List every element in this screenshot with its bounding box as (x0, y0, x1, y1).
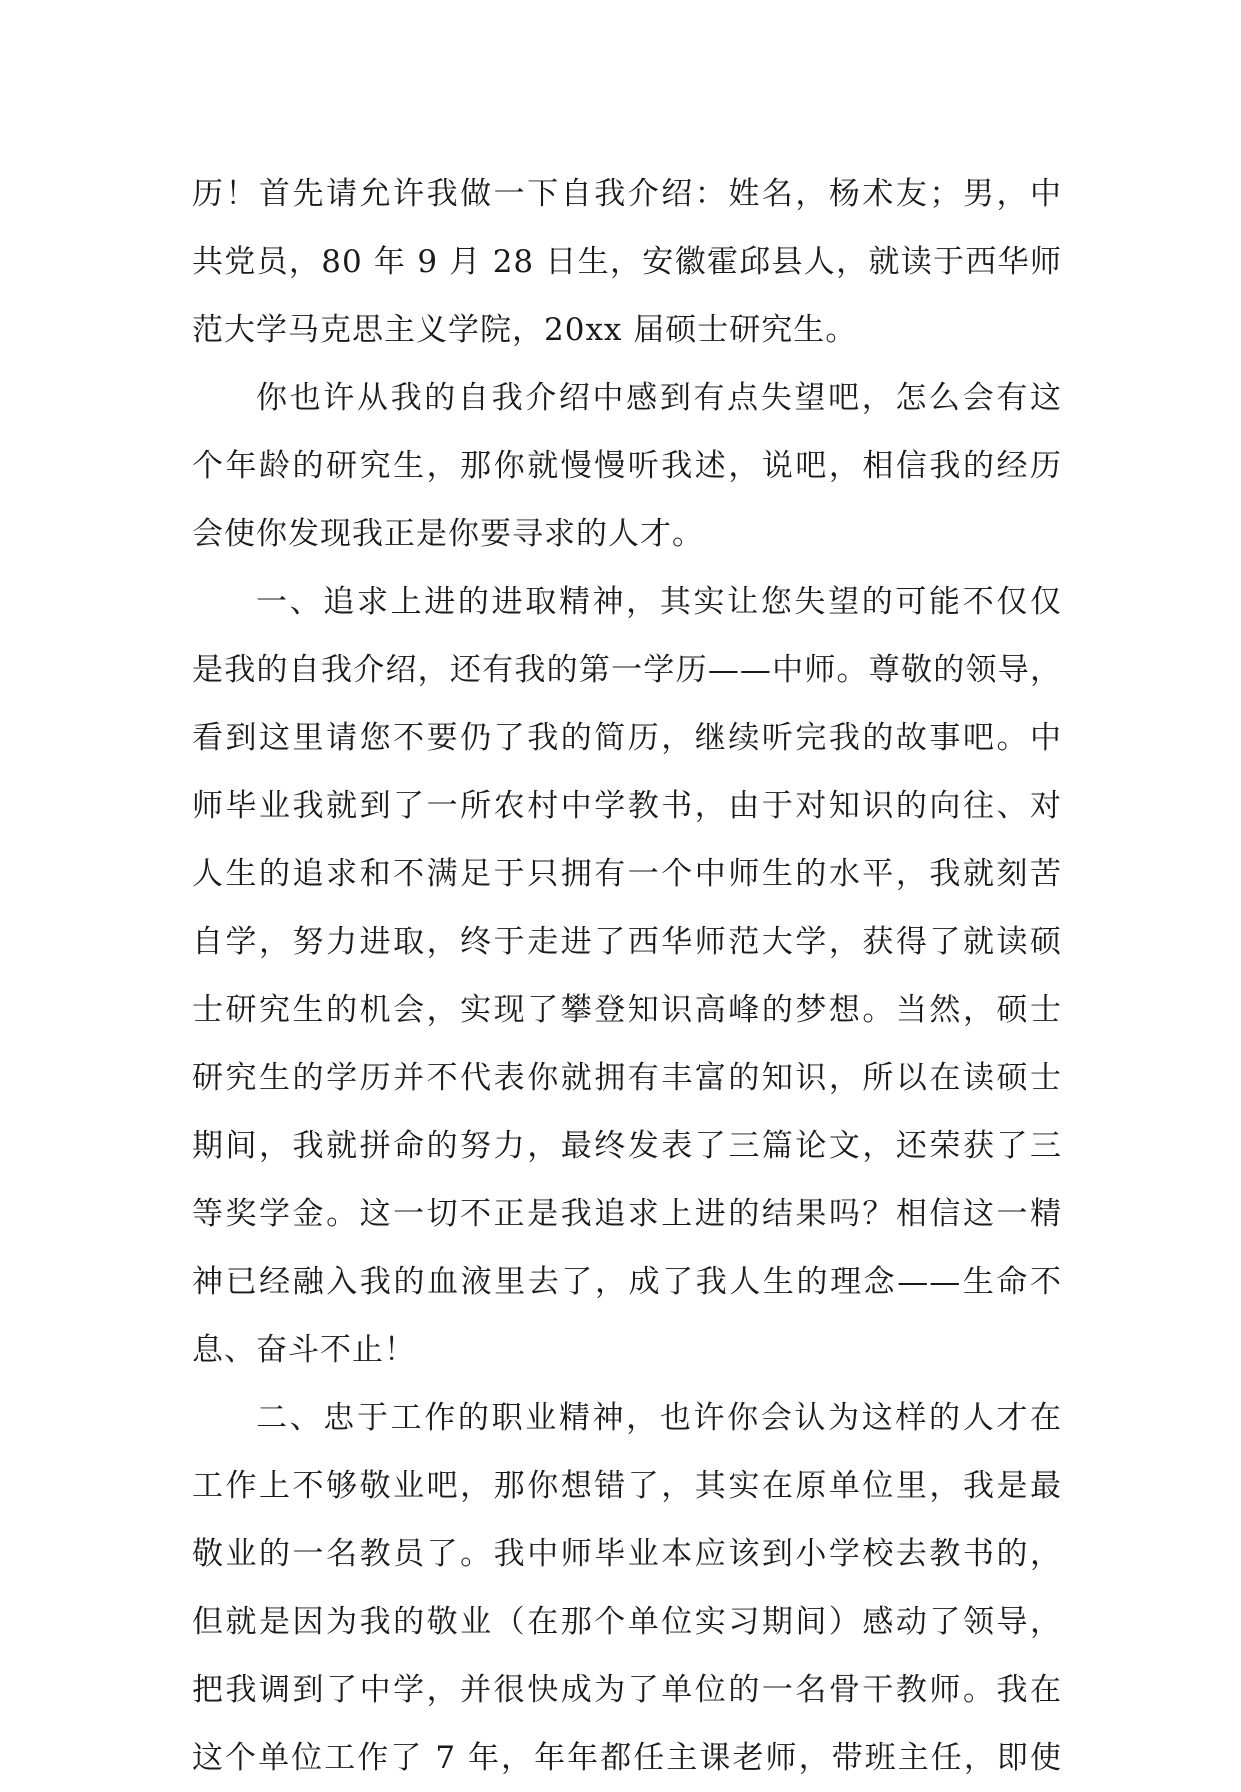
paragraph-point-one (192, 568, 1062, 1384)
text-line: 二、忠于工作的职业精神，也许你会认为这样的人才在 (256, 1400, 1062, 1436)
text-line: 师毕业我就到了一所农村中学教书，由于对知识的向往、对 (192, 788, 1062, 824)
text-line: 人生的追求和不满足于只拥有一个中师生的水平，我就刻苦 (192, 856, 1062, 892)
text-line: 是我的自我介绍，还有我的第一学历——中师。尊敬的领导， (192, 652, 1062, 688)
text-line: 会使你发现我正是你要寻求的人才。 (192, 516, 704, 552)
text-line: 看到这里请您不要仍了我的简历，继续听完我的故事吧。中 (192, 720, 1062, 756)
text-line: 你也许从我的自我介绍中感到有点失望吧，怎么会有这 (256, 380, 1062, 416)
text-line: 工作上不够敬业吧，那你想错了，其实在原单位里，我是最 (192, 1468, 1062, 1504)
text-line: 个年龄的研究生，那你就慢慢听我述，说吧，相信我的经历 (192, 448, 1062, 484)
text-line: 范大学马克思主义学院，20xx 届硕士研究生。 (192, 312, 858, 348)
text-line: 这个单位工作了 7 年，年年都任主课老师，带班主任，即使 (192, 1740, 1062, 1776)
text-line: 历！首先请允许我做一下自我介绍：姓名，杨术友；男，中 (192, 176, 1062, 212)
text-line: 敬业的一名教员了。我中师毕业本应该到小学校去教书的， (192, 1536, 1062, 1572)
text-line: 自学，努力进取，终于走进了西华师范大学，获得了就读硕 (192, 924, 1062, 960)
text-line: 等奖学金。这一切不正是我追求上进的结果吗？相信这一精 (192, 1196, 1062, 1232)
text-line: 但就是因为我的敬业（在那个单位实习期间）感动了领导， (192, 1604, 1062, 1640)
text-line: 研究生的学历并不代表你就拥有丰富的知识，所以在读硕士 (192, 1060, 1062, 1096)
text-line: 一、追求上进的进取精神，其实让您失望的可能不仅仅 (256, 584, 1062, 620)
body-text (192, 160, 1062, 1792)
text-line: 共党员，80 年 9 月 28 日生，安徽霍邱县人，就读于西华师 (192, 244, 1062, 280)
paragraph-point-two (192, 1384, 1062, 1792)
text-line: 神已经融入我的血液里去了，成了我人生的理念——生命不 (192, 1264, 1062, 1300)
text-line: 把我调到了中学，并很快成为了单位的一名骨干教师。我在 (192, 1672, 1062, 1708)
paragraph-intro-continuation (192, 160, 1062, 364)
text-line: 士研究生的机会，实现了攀登知识高峰的梦想。当然，硕士 (192, 992, 1062, 1028)
paragraph-disappointment (192, 364, 1062, 568)
text-line: 息、奋斗不止！ (192, 1332, 416, 1368)
text-line: 期间，我就拼命的努力，最终发表了三篇论文，还荣获了三 (192, 1128, 1062, 1164)
